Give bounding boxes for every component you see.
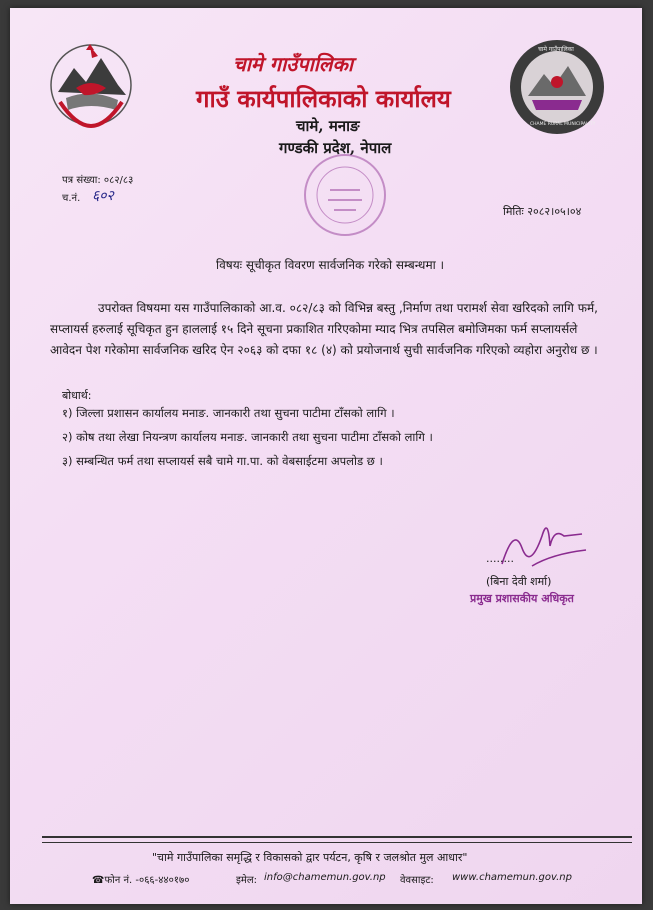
municipality-logo (508, 38, 606, 136)
signature-scribble-icon (492, 506, 592, 576)
footer-phone: ☎फोन नं. -०६६-४४०१७० (92, 875, 190, 886)
address-line-1: चामे, मनाङ (296, 117, 360, 135)
cc-item: २) कोष तथा लेखा नियन्त्रण कार्यालय मनाङ. जानकारी तथा सुचना पाटीमा टाँसको लागि । (62, 430, 433, 444)
cc-item: ३) सम्बन्धित फर्म तथा सप्लायर्स सबै चामे गा.पा. को वेबसाईटमा अपलोड छ । (62, 454, 383, 468)
municipality-name: चामे गाउँपालिका (233, 52, 354, 76)
letter-date: मितिः २०८२।०५।०४ (503, 205, 582, 218)
nepal-emblem-icon (46, 40, 136, 130)
signatory-title: प्रमुख प्रशासकीय अधिकृत (470, 592, 574, 605)
address-line-2: गण्डकी प्रदेश, नेपाल (279, 139, 392, 157)
footer-divider-bottom (42, 842, 632, 843)
footer-website[interactable]: www.chamemun.gov.np (452, 872, 572, 883)
body-paragraph (50, 298, 610, 361)
footer-email-label: इमेल: (236, 875, 258, 886)
office-stamp-icon (300, 150, 390, 240)
subject-line: विषयः सूचीकृत विवरण सार्वजनिक गरेको सम्बन्धमा । (216, 258, 445, 272)
cc-label: बोधार्थ: (62, 389, 92, 402)
footer-slogan: "चामे गाउँपालिका समृद्धि र विकासको द्वार पर्यटन, कृषि र जलश्रोत मुल आधार" (152, 851, 468, 864)
municipality-logo-bottom-text: CHAME RURAL MUNICIPALITY (530, 122, 596, 127)
letter-number: पत्र संख्या: ०८२/८३ (62, 175, 134, 186)
municipality-logo-top-text: चामे गाउँपालिका (538, 46, 574, 53)
footer-divider-top (42, 836, 632, 838)
footer-email[interactable]: info@chamemun.gov.np (264, 872, 386, 883)
dispatch-number-value: ६०२ (92, 188, 114, 204)
signature-dots: ........ (486, 552, 514, 565)
body-text: उपरोक्त विषयमा यस गाउँपालिकाको आ.व. ०८२/८३ को विभिन्न बस्तु ,निर्माण तथा परामर्श सेवा खरिदको लागि फर्म, सप्लायर्स हरुलाई सूचिकृत हुन हाललाई १५ दिने सूचना प्रकाशित गरिएकोमा म्याद भित्र तपसिल बमोजिमका फर्म सप्लायर्सले आवेदन पेश गरेकोमा सार्वजनिक खरिद ऐन २०६३ को दफा १८ (४) को प्रयोजनार्थ सुची सार्वजनिक गरिएको व्यहोरा अनुरोध छ । (50, 301, 598, 357)
cc-item: १) जिल्ला प्रशासन कार्यालय मनाङ. जानकारी तथा सुचना पाटीमा टाँसको लागि । (62, 406, 395, 420)
office-name: गाउँ कार्यपालिकाको कार्यालय (196, 84, 451, 113)
footer-website-label: वेवसाइट: (400, 875, 434, 886)
dispatch-number-label: च.नं. (62, 193, 81, 204)
signatory-name: (बिना देवी शर्मा) (486, 575, 552, 588)
